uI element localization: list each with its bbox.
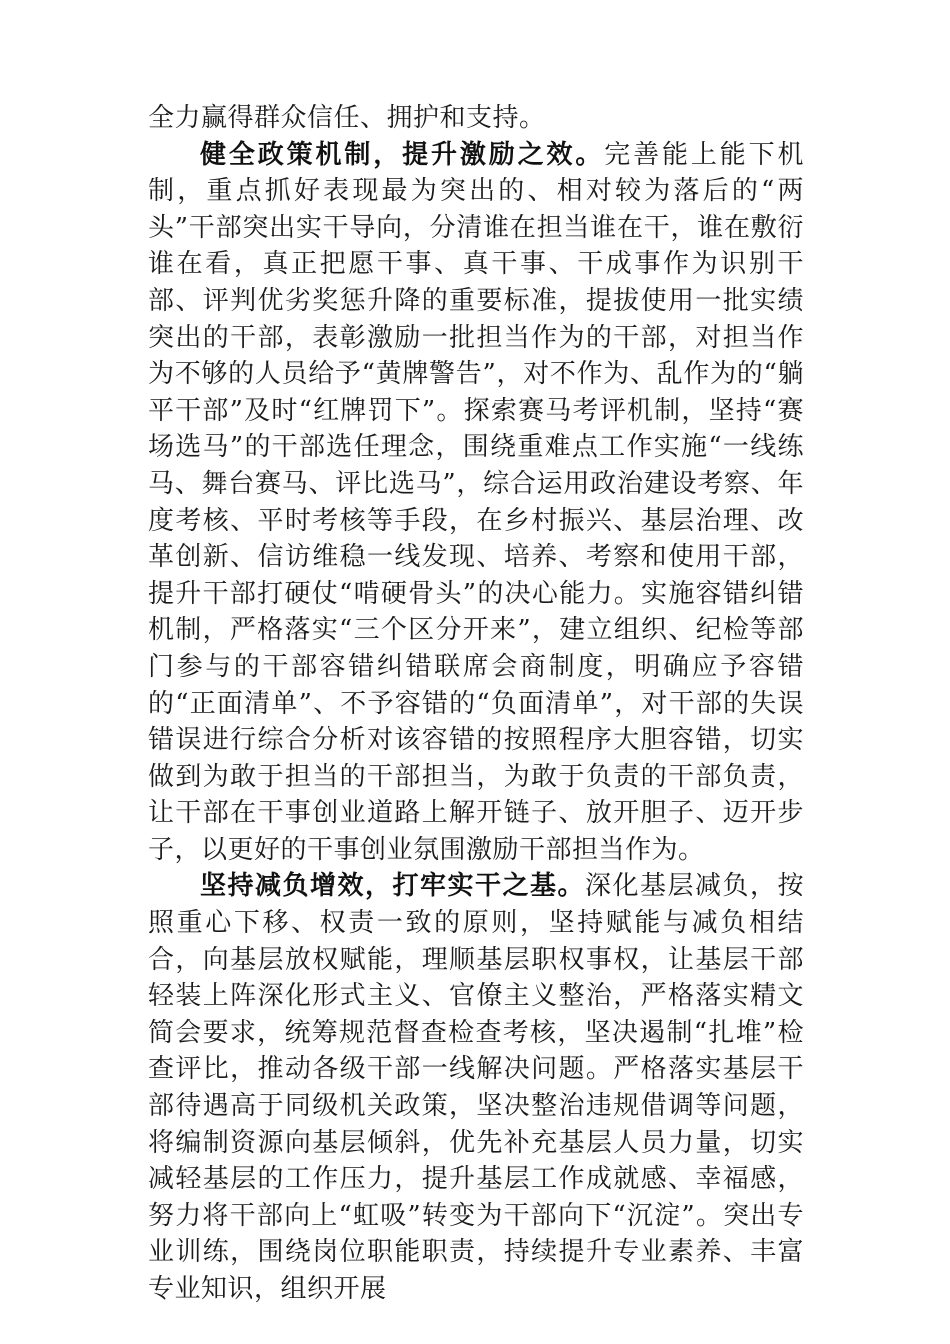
paragraph-3-text: 深化基层减负，按照重心下移、权责一致的原则，坚持赋能与减负相结合，向基层放权赋能，理顺基层职权事权，让基层干部轻装上阵深化形式主义、官僚主义整治，严格落实精文简会要求，统筹规范督查检查考核，坚决遏制“扎堆”检查评比，推动各级干部一线解决问题。严格落实基层干部待遇高于同级机关政策，坚决整治违规借调等问题，将编制资源向基层倾斜，优先补充基层人员力量，切实减轻基层的工作压力，提升基层工作成就感、幸福感，努力将干部向上“虹吸”转变为干部向下“沉淀”。突出专业训练，围绕岗位职能职责，持续提升专业素养、丰富专业知识，组织开展 — [148, 871, 804, 1304]
paragraph-2-text: 完善能上能下机制，重点抓好表现最为突出的、相对较为落后的“两头”干部突出实干导向，分清谁在担当谁在干，谁在敷衍谁在看，真正把愿干事、真干事、干成事作为识别干部、评判优劣奖惩升降的重要标准，提拔使用一批实绩突出的干部，表彰激励一批担当作为的干部，对担当作为不够的人员给予“黄牌警告”，对不作为、乱作为的“躺平干部”及时“红牌罚下”。探索赛马考评机制，坚持“赛场选马”的干部选任理念，围绕重难点工作实施“一线练马、舞台赛马、评比选马”，综合运用政治建设考察、年度考核、平时考核等手段，在乡村振兴、基层治理、改革创新、信访维稳一线发现、培养、考察和使用干部，提升干部打硬仗“啃硬骨头”的决心能力。实施容错纠错机制，严格落实“三个区分开来”，建立组织、纪检等部门参与的干部容错纠错联席会商制度，明确应予容错的“正面清单”、不予容错的“负面清单”，对干部的失误错误进行综合分析对该容错的按照程序大胆容错，切实做到为敢于担当的干部担当，为敢于负责的干部负责，让干部在干事创业道路上解开链子、放开胆子、迈开步子，以更好的干事创业氛围激励干部担当作为。 — [148, 139, 804, 865]
paragraph-3-lead: 坚持减负增效，打牢实干之基。 — [200, 871, 585, 902]
paragraph-1-text: 全力赢得群众信任、拥护和支持。 — [148, 103, 546, 133]
paragraph-2-lead: 健全政策机制，提升激励之效。 — [200, 139, 605, 170]
paragraph-1 — [148, 100, 804, 137]
paragraph-2 — [148, 137, 804, 869]
document-page — [148, 100, 804, 1308]
paragraph-3 — [148, 868, 804, 1307]
